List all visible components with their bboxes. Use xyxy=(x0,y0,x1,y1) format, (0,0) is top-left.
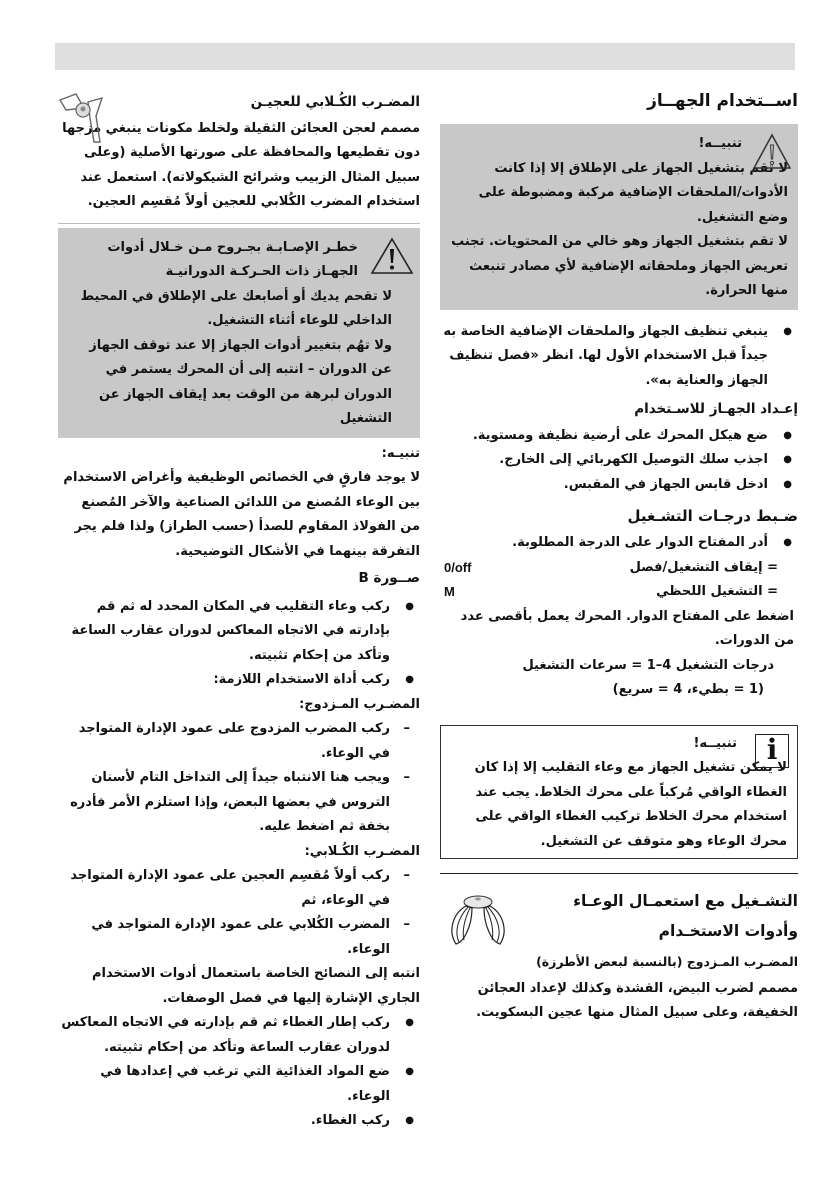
header-bar xyxy=(55,43,795,70)
step-dash: – ركب أولاً مُقسِم العجين على عمود الإدارة المتواجد في الوعاء، ثم xyxy=(58,864,420,913)
setting-row-off xyxy=(440,556,798,581)
step-bullet: ● ركب الغطاء. xyxy=(58,1109,420,1134)
caution-text-2: لا تقم بتشغيل الجهاز وهو خالي من المحتويات. تجنب تعريض الجهاز وملحقاته الإضافية لأي مصادر تنبعث منها الحرارة. xyxy=(451,234,788,298)
prep-bullet: ● اجذب سلك التوصيل الكهربائي إلى الخارج. xyxy=(440,448,798,473)
setting-value: = التشغيل اللحظي xyxy=(656,584,778,599)
setting-key: M xyxy=(444,584,455,599)
step-note: انتبه إلى النصائح الخاصة باستعمال أدوات الاستخدام الجاري الإشارة إليها في فصل الوصفات. xyxy=(92,966,420,1006)
caution-heading: تنبيــه! xyxy=(698,136,742,151)
danger-triangle-icon xyxy=(370,236,414,276)
step-dash: – ركب المضرب المزدوج على عمود الإدارة المتواجد في الوعاء. xyxy=(58,717,420,766)
note-label: تنبيـه: xyxy=(381,445,420,461)
divider xyxy=(58,223,420,224)
double-whisk-icon xyxy=(442,892,514,948)
step-subheading: المضـرب المـزدوج: xyxy=(299,696,420,712)
step-dash: – ويجب هنا الانتباه جيداً إلى التداخل التام لأسنان التروس في بعضها البعض، وإذا استلزم الأمر فأدره بخفة ثم اضغط عليه. xyxy=(58,766,420,840)
info-text: لا يمكن تشغيل الجهاز مع وعاء التقليب إلا إذا كان الغطاء الواقي مُركباً على محرك الخلاط. يجب عند استخدام محرك الخلاط تركيب الغطاء الواقي على محرك الوعاء وهو متوقف عن التشغيل. xyxy=(474,760,787,849)
warning-triangle-icon xyxy=(752,132,792,172)
info-box xyxy=(440,725,798,860)
dough-hook-heading: المضـرب الكُـلابي للعجيـن xyxy=(250,94,420,110)
right-column xyxy=(440,80,798,1026)
setting-value: = إيقاف التشغيل/فصل xyxy=(629,559,778,575)
info-icon: i xyxy=(755,734,789,768)
note-text: لا يوجد فارقٍ في الخصائص الوظيفية وأغراض الاستخدام بين الوعاء المُصنع من اللدائن الصناعية والآخر المُصنع من الفولاذ المقاوم للصدأ (حسب الطراز) ولذا فلم يجر التفرقة بينهما في الأشكال التوضيحية. xyxy=(63,470,420,559)
caution-text-1: لا تقم بتشغيل الجهاز على الإطلاق إلا إذا كانت الأدوات/الملحقات الإضافية مركبة ومضبوطة على وضع التشغيل. xyxy=(478,160,788,225)
speeds-note: (1 = بطيء، 4 = سريع) xyxy=(612,682,764,697)
cleaning-bullet: ● ينبغي تنظيف الجهاز والملحقات الإضافية الخاصة به جيداً قبل الاستخدام الأول لها. انظر «فصل تنظيف الجهاز والعناية به». xyxy=(440,320,798,394)
left-column xyxy=(58,80,420,1134)
step-bullet: ● ضع المواد الغذائية التي ترغب في إعدادها في الوعاء. xyxy=(58,1060,420,1109)
danger-text-1: لا تقحم يديك أو أصابعك على الإطلاق في المحيط الداخلي للوعاء أثناء التشغيل. xyxy=(80,288,392,328)
section-title-using-appliance: اســتخدام الجهــاز xyxy=(647,91,798,111)
dough-hook-text: مصمم لعجن العجائن الثقيلة ولخلط مكونات ينبغي مزجها دون تقطيعها والمحافظة على صورتها الأصلية (وعلى سبيل المثال الزبيب وشرائح الشيكولاته). استعمل عند استخدام المضرب الكُلابي للعجين أولاً مُقسِم العجين. xyxy=(62,120,420,209)
danger-heading: خطـر الإصـابـة بجـروح مـن خـلال أدوات الجهـاز ذات الحـركـة الدورانيـة xyxy=(107,239,358,279)
danger-text-2: ولا تهُم بتغيير أدوات الجهاز إلا عند توقف الجهاز عن الدوران – انتبه إلى أن المحرك يستمر في الدوران لبرهة من الوقت بعد إيقاف الجهاز عن التشغيل xyxy=(89,337,392,426)
step-subheading: المضـرب الكُـلابي: xyxy=(304,843,420,859)
step-dash: – المضرب الكُلابي على عمود الإدارة المتواجد في الوعاء. xyxy=(58,913,420,962)
section-divider xyxy=(440,873,798,874)
pulse-text: اضغط على المفتاح الدوار. المحرك يعمل بأقصى عدد من الدورات. xyxy=(460,608,794,648)
whisk-heading: المضـرب المـزدوج (بالنسبة لبعض الأطرزة) xyxy=(536,954,798,969)
step-bullet: ● ركب أداة الاستخدام اللازمة: xyxy=(58,668,420,693)
whisk-text: مصمم لضرب البيض، القشدة وكذلك لإعداد العجائن الخفيفة، وعلى سبيل المثال منها عجين البسكويت. xyxy=(476,980,798,1020)
speeds-line: درجات التشغيل 4–1 = سرعات التشغيل xyxy=(522,657,774,673)
step-bullet: ● ركب إطار الغطاء ثم قم بإدارته في الاتجاه المعاكس لدوران عقارب الساعة وتأكد من إحكام تثبيته. xyxy=(58,1011,420,1060)
speed-bullet: ● أدر المفتاح الدوار على الدرجة المطلوبة. xyxy=(440,531,798,556)
step-bullet: ● ركب وعاء التقليب في المكان المحدد له ثم قم بإدارته في الاتجاه المعاكس لدوران عقارب الساعة وتأكد من إحكام تثبيته. xyxy=(58,595,420,669)
setting-row-pulse xyxy=(440,580,798,605)
prep-bullet: ● ادخل قابس الجهاز في المقبس. xyxy=(440,473,798,498)
info-heading: تنبيــه! xyxy=(693,735,737,751)
dough-hook-icon xyxy=(56,92,108,148)
caution-box xyxy=(440,124,798,310)
danger-box xyxy=(58,228,420,438)
bowl-usage-heading: التشـغيل مع استعمـال الوعـاء وأدوات الاستخـدام xyxy=(573,892,798,940)
setting-key: 0/off xyxy=(444,559,472,575)
prep-heading: إعـداد الجهـاز للاسـتخدام xyxy=(634,401,798,417)
prep-bullet: ● ضع هيكل المحرك على أرضية نظيفة ومستوية. xyxy=(440,424,798,449)
speed-heading: ضـبط درجـات التشـغيل xyxy=(627,507,798,525)
figure-heading: صــورة B xyxy=(358,570,420,586)
